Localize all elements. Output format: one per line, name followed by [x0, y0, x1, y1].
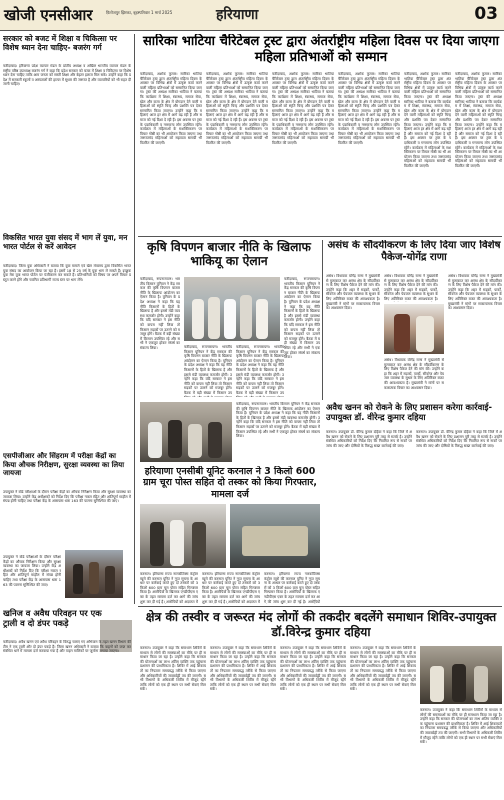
body-sarika-col4: फरीदाबाद, अशोक कुमार। सारिका भाटिया चैरिटेबल ट्रस्ट द्वारा अंतर्राष्ट्रीय महिला दिवस के अवसर पर विभिन्न क्षेत्रों में उत्कृष्ट कार्य करने वाली महिला प्रतिभाओं को सम्मानित किया जाएगा। ट्रस्ट की अध्यक्ष सारिका भाटिया ने बताया कि कार्यक्रम में शिक्षा, स्वास्थ्य, समाज सेवा, खेल और कला के क्षेत्र में योगदान देने वाली महिलाओं को स्मृति चिन्ह और प्रशस्ति पत्र देकर सम्मानित किया जाएगा। उन्होंने कहा कि महिलाएं आज हर क्षेत्र में आगे बढ़ रही हैं और समाज को नई दिशा दे रही हैं। इस अवसर पर ट्रस्ट के पदाधिकारी व गणमान्य लोग उपस्थित रहेंगे। कार्यक्रम में महिलाओं के सशक्तिकरण पर विचार गोष्ठी का भी आयोजन किया जाएगा तथा जरूरतमंद महिलाओं को सहायता सामग्री भी वितरित की जाएगी।: [338, 72, 400, 145]
body-ncb-col2: करनाल। हरियाणा राज्य नारकोटिक्स कंट्रोल ब्यूरो की करनाल यूनिट ने गुप्त सूचना के आधार पर कार्रवाई करते हुए दो तस्करों को 3 किलो 600 ग्राम चूरा पोस्त सहित गिरफ्तार किया है। आरोपियों के खिलाफ एनडीपीएस एक्ट के तहत मामला दर्ज कर आगे की जांच शुरू कर दी गई है। आरोपियों को अदालत में: [202, 572, 260, 604]
headline-vikasit-bharat: विकसित भारत युवा संसद में भाग लें युवा, मन भारत पोर्टल से करें आवेदन: [3, 233, 128, 251]
body-vikasit-bharat: फरीदाबाद। जिला युवा अधिकारी ने बताया कि युवा मामले एवं खेल मंत्रालय द्वारा विकसित भारत युवा संसद का आयोजन किया जा रहा है। इसमें 18 से 25 वर्ष के युवा भाग ले सकते हैं। इच्छुक युवा मेरा युवा भारत पोर्टल पर पंजीकरण कर सकते हैं। प्रतिभागियों को विषय पर अपने विचार प्रस्तुत करने होंगे और चयनित प्रतिभागी राज्य स्तर पर भाग लेंगे।: [3, 264, 131, 282]
headline-anganwadi: अवैध खनन को रोकने के लिए प्रशासन करेगा कार्रवाई-उपायुक्त डॉ. वीरेन्द्र कुमार दहिया: [326, 402, 492, 423]
photo-krishi: [184, 277, 280, 341]
headline-sp-office: एसपीजीआर और सिंहराम में परीक्षा केंद्रों का किया औचक निरीक्षण, सुरक्षा व्यवस्था का लिया जायजा: [3, 452, 125, 478]
body-camp-col4: करनाल। उपायुक्त ने कहा कि समाधान शिविरों के माध्यम से लोगों की समस्याओं का मौके पर ही समाधान किया जा रहा है। उन्होंने कहा कि सरकार की योजनाओं का लाभ अंतिम व्यक्ति तक पहुंचाना प्रशासन की प्राथमिकता है। शिविर में आई शिकायतों का निपटारा समयबद्ध तरीके से किया जाएगा और अधिकारियों की जवाबदेही तय की जाएगी। सभी विभागों के अधिकारी शिविर में मौजूद रहेंगे ताकि लोगों को एक ही स्थान पर सभी सेवाएं मिल सकें।: [350, 646, 416, 692]
headline-sarika-bhatia: सारिका भाटिया चैरिटेबल ट्रस्ट द्वारा अंतर्राष्ट्रीय महिला दिवस पर दिया जाएगा महिला प्रतिभाओं को सम्मान: [143, 34, 499, 65]
body-camp-col2: करनाल। उपायुक्त ने कहा कि समाधान शिविरों के माध्यम से लोगों की समस्याओं का मौके पर ही समाधान किया जा रहा है। उन्होंने कहा कि सरकार की योजनाओं का लाभ अंतिम व्यक्ति तक पहुंचाना प्रशासन की प्राथमिकता है। शिविर में आई शिकायतों का निपटारा समयबद्ध तरीके से किया जाएगा और अधिकारियों की जवाबदेही तय की जाएगी। सभी विभागों के अधिकारी शिविर में मौजूद रहेंगे ताकि लोगों को एक ही स्थान पर सभी सेवाएं मिल सकें।: [210, 646, 276, 692]
divider-2: [138, 606, 502, 607]
divider-1: [138, 236, 502, 237]
body-nursing-col1: असंध। विधायक योगेंद्र राणा ने मुख्यमंत्री से मुलाकात कर असंध क्षेत्र के सौंदर्यीकरण के लिए विशेष पैकेज देने की मांग की। उन्होंने कहा कि शहर में सड़कों, पार्कों, सीवरेज और पेयजल व्यवस्था के सुधार के लिए अतिरिक्त बजट की आवश्यकता है। मुख्यमंत्री ने मांगों पर सकारात्मक विचार का आश्वासन दिया।: [326, 274, 380, 311]
body-camp-col1: करनाल। उपायुक्त ने कहा कि समाधान शिविरों के माध्यम से लोगों की समस्याओं का मौके पर ही समाधान किया जा रहा है। उन्होंने कहा कि सरकार की योजनाओं का लाभ अंतिम व्यक्ति तक पहुंचाना प्रशासन की प्राथमिकता है। शिविर में आई शिकायतों का निपटारा समयबद्ध तरीके से किया जाएगा और अधिकारियों की जवाबदेही तय की जाएगी। सभी विभागों के अधिकारी शिविर में मौजूद रहेंगे ताकि लोगों को एक ही स्थान पर सभी सेवाएं मिल सकें।: [140, 646, 206, 692]
body-ncb-col1: करनाल। हरियाणा राज्य नारकोटिक्स कंट्रोल ब्यूरो की करनाल यूनिट ने गुप्त सूचना के आधार पर कार्रवाई करते हुए दो तस्करों को 3 किलो 600 ग्राम चूरा पोस्त सहित गिरफ्तार किया है। आरोपियों के खिलाफ एनडीपीएस एक्ट के तहत मामला दर्ज कर आगे की जांच शुरू कर दी गई है। आरोपियों को अदालत में: [140, 572, 198, 604]
body-nursing-col2: असंध। विधायक योगेंद्र राणा ने मुख्यमंत्री से मुलाकात कर असंध क्षेत्र के सौंदर्यीकरण के लिए विशेष पैकेज देने की मांग की। उन्होंने कहा कि शहर में सड़कों, पार्कों, सीवरेज और पेयजल व्यवस्था के सुधार के लिए अतिरिक्त बजट की आवश्यकता है।: [384, 274, 438, 301]
page-number: 03: [474, 4, 498, 24]
body-sarika-col2: फरीदाबाद, अशोक कुमार। सारिका भाटिया चैरिटेबल ट्रस्ट द्वारा अंतर्राष्ट्रीय महिला दिवस के अवसर पर विभिन्न क्षेत्रों में उत्कृष्ट कार्य करने वाली महिला प्रतिभाओं को सम्मानित किया जाएगा। ट्रस्ट की अध्यक्ष सारिका भाटिया ने बताया कि कार्यक्रम में शिक्षा, स्वास्थ्य, समाज सेवा, खेल और कला के क्षेत्र में योगदान देने वाली महिलाओं को स्मृति चिन्ह और प्रशस्ति पत्र देकर सम्मानित किया जाएगा। उन्होंने कहा कि महिलाएं आज हर क्षेत्र में आगे बढ़ रही हैं और समाज को नई दिशा दे रही हैं। इस अवसर पर ट्रस्ट के पदाधिकारी व गणमान्य लोग उपस्थित रहेंगे। कार्यक्रम में महिलाओं के सशक्तिकरण पर विचार गोष्ठी का भी आयोजन किया जाएगा तथा जरूरतमंद महिलाओं को सहायता सामग्री भी वितरित की जाएगी।: [206, 72, 268, 145]
headline-krishi: कृषि विपणन बाजार नीति के खिलाफ भाकियू का ऐलान: [147, 240, 311, 269]
body-krishi-col4: फरीदाबाद, रूपनारायण। भारतीय किसान यूनियन ने केंद्र सरकार की कृषि विपणन बाजार नीति के खिलाफ आंदोलन का ऐलान किया है। यूनियन के प्रदेश अध्यक्ष ने कहा कि यह नीति किसानों के हितों के खिलाफ है और इससे मंडी व्यवस्था कमजोर होगी। उन्होंने कहा कि यदि सरकार ने इस नीति को वापस नहीं लिया तो किसान सड़कों पर उतरने को मजबूर होंगे। बैठक में बड़ी संख्या में किसान उपस्थित रहे और सभी ने एकजुट होकर संघर्ष का संकल्प लिया।: [284, 277, 320, 360]
body-sp-office-cont: उपायुक्त ने बोर्ड परीक्षाओं के दौरान परीक्षा केंद्रों का औचक निरीक्षण किया और सुरक्षा व्यवस्था का जायजा लिया। उन्होंने केंद्र अधीक्षकों को निर्देश दिए कि परीक्षा नकल रहित और शांतिपूर्ण माहौल में संपन्न होनी चाहिए तथा परीक्षा केंद्र के आसपास धारा 163 की पालना सुनिश्चित की जाए।: [3, 555, 61, 587]
body-mining-truck: फरीदाबाद। अवैध खनन एवं अवैध परिवहन के विरुद्ध चलाए गए अभियान के तहत खनन विभाग की टीम ने एक ट्राली और दो डंपर पकड़े हैं। जिला खनन अधिकारी ने बताया कि वाहनों को जब्त कर संबंधित थाने में मामला दर्ज करवाया गया है और वाहन मालिकों पर जुर्माना लगाया जाएगा।: [3, 640, 131, 654]
body-sarika-col5: फरीदाबाद, अशोक कुमार। सारिका भाटिया चैरिटेबल ट्रस्ट द्वारा अंतर्राष्ट्रीय महिला दिवस के अवसर पर विभिन्न क्षेत्रों में उत्कृष्ट कार्य करने वाली महिला प्रतिभाओं को सम्मानित किया जाएगा। ट्रस्ट की अध्यक्ष सारिका भाटिया ने बताया कि कार्यक्रम में शिक्षा, स्वास्थ्य, समाज सेवा, खेल और कला के क्षेत्र में योगदान देने वाली महिलाओं को स्मृति चिन्ह और प्रशस्ति पत्र देकर सम्मानित किया जाएगा। उन्होंने कहा कि महिलाएं आज हर क्षेत्र में आगे बढ़ रही हैं और समाज को नई दिशा दे रही हैं। इस अवसर पर ट्रस्ट के पदाधिकारी व गणमान्य लोग उपस्थित रहेंगे। कार्यक्रम में महिलाओं के सशक्तिकरण पर विचार गोष्ठी का भी आयोजन किया जाएगा तथा जरूरतमंद महिलाओं को सहायता सामग्री भी वितरित की जाएगी।: [404, 72, 451, 168]
photo-meeting: [140, 402, 232, 462]
column-rule-2: [322, 240, 323, 400]
headline-ncb-arrest: हरियाणा एनसीबी यूनिट करनाल ने 3 किलो 600 ग्राम चूरा पोस्त सहित दो तस्कर को किया गिरफ्तार, मामला दर्ज: [143, 466, 317, 500]
body-sarika-col3: फरीदाबाद, अशोक कुमार। सारिका भाटिया चैरिटेबल ट्रस्ट द्वारा अंतर्राष्ट्रीय महिला दिवस के अवसर पर विभिन्न क्षेत्रों में उत्कृष्ट कार्य करने वाली महिला प्रतिभाओं को सम्मानित किया जाएगा। ट्रस्ट की अध्यक्ष सारिका भाटिया ने बताया कि कार्यक्रम में शिक्षा, स्वास्थ्य, समाज सेवा, खेल और कला के क्षेत्र में योगदान देने वाली महिलाओं को स्मृति चिन्ह और प्रशस्ति पत्र देकर सम्मानित किया जाएगा। उन्होंने कहा कि महिलाएं आज हर क्षेत्र में आगे बढ़ रही हैं और समाज को नई दिशा दे रही हैं। इस अवसर पर ट्रस्ट के पदाधिकारी व गणमान्य लोग उपस्थित रहेंगे। कार्यक्रम में महिलाओं के सशक्तिकरण पर विचार गोष्ठी का भी आयोजन किया जाएगा तथा जरूरतमंद महिलाओं को सहायता सामग्री भी वितरित की जाएगी।: [272, 72, 334, 145]
body-sp-office: उपायुक्त ने बोर्ड परीक्षाओं के दौरान परीक्षा केंद्रों का औचक निरीक्षण किया और सुरक्षा व्यवस्था का जायजा लिया। उन्होंने केंद्र अधीक्षकों को निर्देश दिए कि परीक्षा नकल रहित और शांतिपूर्ण माहौल में संपन्न होनी चाहिए तथा परीक्षा केंद्र के आसपास धारा 163 की पालना सुनिश्चित की जाए।: [3, 490, 131, 504]
headline-camp: क्षेत्र की तस्वीर व जरूरत मंद लोगों की तकदीर बदलेंगे समाधान शिविर-उपायुक्त डॉ.विरेन्द्र कुमार दहिया: [145, 610, 497, 639]
body-gov-budget: फरीदाबाद। हरियाणा प्रदेश व्यापार मंडल के प्रांतीय अध्यक्ष व अखिल भारतीय व्यापार मंडल के राष्ट्रीय वरिष्ठ उपाध्यक्ष बजरंग गर्ग ने कहा कि प्रदेश सरकार को बजट में शिक्षा व चिकित्सा पर विशेष ध्यान देना चाहिए ताकि आम जनता को सस्ती शिक्षा और बेहतर इलाज मिल सके। उन्होंने कहा कि प्रदेश में सरकारी स्कूलों व अस्पतालों की हालत में सुधार की जरूरत है और व्यापारियों को भी राहत दी जानी चाहिए।: [3, 64, 131, 87]
masthead-name: खोजी एनसीआर: [4, 6, 93, 24]
photo-sp-office: [65, 550, 123, 598]
body-krishi-col1: फरीदाबाद, रूपनारायण। भारतीय किसान यूनियन ने केंद्र सरकार की कृषि विपणन बाजार नीति के खिलाफ आंदोलन का ऐलान किया है। यूनियन के प्रदेश अध्यक्ष ने कहा कि यह नीति किसानों के हितों के खिलाफ है और इससे मंडी व्यवस्था कमजोर होगी। उन्होंने कहा कि यदि सरकार ने इस नीति को वापस नहीं लिया तो किसान सड़कों पर उतरने को मजबूर होंगे। बैठक में बड़ी संख्या में किसान उपस्थित रहे और सभी ने एकजुट होकर संघर्ष का संकल्प लिया।: [140, 277, 180, 350]
body-anganwadi-col1: करनाल। उपायुक्त डॉ. वीरेन्द्र कुमार दहिया ने कहा कि जिले में अवैध खनन को रोकने के लिए प्रशासन पूरी तरह से सतर्क है। उन्होंने संबंधित अधिकारियों को निर्देश दिए कि नियमित रूप से नाकों पर जांच की जाए और दोषियों के विरुद्ध सख्त कार्रवाई की जाए।: [326, 430, 412, 448]
body-anganwadi-col2: करनाल। उपायुक्त डॉ. वीरेन्द्र कुमार दहिया ने कहा कि जिले में अवैध खनन को रोकने के लिए प्रशासन पूरी तरह से सतर्क है। उन्होंने संबंधित अधिकारियों को निर्देश दिए कि नियमित रूप से नाकों पर जांच की जाए और दोषियों के विरुद्ध सख्त कार्रवाई की जाए।: [416, 430, 502, 448]
body-sarika-col1: फरीदाबाद, अशोक कुमार। सारिका भाटिया चैरिटेबल ट्रस्ट द्वारा अंतर्राष्ट्रीय महिला दिवस के अवसर पर विभिन्न क्षेत्रों में उत्कृष्ट कार्य करने वाली महिला प्रतिभाओं को सम्मानित किया जाएगा। ट्रस्ट की अध्यक्ष सारिका भाटिया ने बताया कि कार्यक्रम में शिक्षा, स्वास्थ्य, समाज सेवा, खेल और कला के क्षेत्र में योगदान देने वाली महिलाओं को स्मृति चिन्ह और प्रशस्ति पत्र देकर सम्मानित किया जाएगा। उन्होंने कहा कि महिलाएं आज हर क्षेत्र में आगे बढ़ रही हैं और समाज को नई दिशा दे रही हैं। इस अवसर पर ट्रस्ट के पदाधिकारी व गणमान्य लोग उपस्थित रहेंगे। कार्यक्रम में महिलाओं के सशक्तिकरण पर विचार गोष्ठी का भी आयोजन किया जाएगा तथा जरूरतमंद महिलाओं को सहायता सामग्री भी वितरित की जाएगी।: [140, 72, 202, 145]
body-camp-col5: करनाल। उपायुक्त ने कहा कि समाधान शिविरों के माध्यम से लोगों की समस्याओं का मौके पर ही समाधान किया जा रहा है। उन्होंने कहा कि सरकार की योजनाओं का लाभ अंतिम व्यक्ति तक पहुंचाना प्रशासन की प्राथमिकता है। शिविर में आई शिकायतों का निपटारा समयबद्ध तरीके से किया जाएगा और अधिकारियों की जवाबदेही तय की जाएगी। सभी विभागों के अधिकारी शिविर में मौजूद रहेंगे ताकि लोगों को एक ही स्थान पर सभी सेवाएं मिल सकें।: [420, 708, 502, 745]
body-nursing-col4: असंध। विधायक योगेंद्र राणा ने मुख्यमंत्री से मुलाकात कर असंध क्षेत्र के सौंदर्यीकरण के लिए विशेष पैकेज देने की मांग की। उन्होंने कहा कि शहर में सड़कों, पार्कों, सीवरेज और पेयजल व्यवस्था के सुधार के लिए अतिरिक्त बजट की आवश्यकता है। मुख्यमंत्री ने मांगों पर सकारात्मक विचार का आश्वासन दिया।: [384, 358, 444, 390]
photo-ncb-seized: [230, 504, 320, 568]
masthead-dateline: फ़िरोजपुर झिरका, बृहस्पतिवार 1 मार्च 2025: [106, 10, 173, 15]
headline-nursing: असंध के सौंदर्यीकरण के लिए दिया जाए विशेष पैकेज-योगेंद्र राणा: [327, 240, 501, 264]
body-meeting-side: फरीदाबाद, रूपनारायण। भारतीय किसान यूनियन ने केंद्र सरकार की कृषि विपणन बाजार नीति के खिलाफ आंदोलन का ऐलान किया है। यूनियन के प्रदेश अध्यक्ष ने कहा कि यह नीति किसानों के हितों के खिलाफ है और इससे मंडी व्यवस्था कमजोर होगी। उन्होंने कहा कि यदि सरकार ने इस नीति को वापस नहीं लिया तो किसान सड़कों पर उतरने को मजबूर होंगे। बैठक में बड़ी संख्या में किसान उपस्थित रहे और सभी ने एकजुट होकर संघर्ष का संकल्प लिया।: [236, 402, 320, 439]
body-krishi-col3: फरीदाबाद, रूपनारायण। भारतीय किसान यूनियन ने केंद्र सरकार की कृषि विपणन बाजार नीति के खिलाफ आंदोलन का ऐलान किया है। यूनियन के प्रदेश अध्यक्ष ने कहा कि यह नीति किसानों के हितों के खिलाफ है और इससे मंडी व्यवस्था कमजोर होगी। उन्होंने कहा कि यदि सरकार ने इस नीति को वापस नहीं लिया तो किसान सड़कों पर उतरने को मजबूर होंगे। बैठक में बड़ी संख्या में किसान उप: [236, 345, 284, 395]
headline-mining-truck: खनिज व अवैध परिवहन पर एक ट्राली व दो डंपर पकड़े: [3, 608, 102, 628]
body-camp-col3: करनाल। उपायुक्त ने कहा कि समाधान शिविरों के माध्यम से लोगों की समस्याओं का मौके पर ही समाधान किया जा रहा है। उन्होंने कहा कि सरकार की योजनाओं का लाभ अंतिम व्यक्ति तक पहुंचाना प्रशासन की प्राथमिकता है। शिविर में आई शिकायतों का निपटारा समयबद्ध तरीके से किया जाएगा और अधिकारियों की जवाबदेही तय की जाएगी। सभी विभागों के अधिकारी शिविर में मौजूद रहेंगे ताकि लोगों को एक ही स्थान पर सभी सेवाएं मिल सकें।: [280, 646, 346, 692]
body-ncb-col3: करनाल। हरियाणा राज्य नारकोटिक्स कंट्रोल ब्यूरो की करनाल यूनिट ने गुप्त सूचना के आधार पर कार्रवाई करते हुए दो तस्करों को 3 किलो 600 ग्राम चूरा पोस्त सहित गिरफ्तार किया है। आरोपियों के खिलाफ एनडीपीएस एक्ट के तहत मामला दर्ज कर आगे की जांच शुरू कर दी गई है। आरोपियों: [264, 572, 320, 604]
headline-gov-budget: सरकार को बजट में शिक्षा व चिकित्सा पर विशेष ध्यान देना चाहिए- बजरंग गर्ग: [3, 34, 117, 52]
masthead: [0, 0, 504, 31]
photo-nursing: [384, 304, 444, 354]
column-rule: [134, 34, 135, 604]
body-sarika-col6: फरीदाबाद, अशोक कुमार। सारिका भाटिया चैरिटेबल ट्रस्ट द्वारा अंतर्राष्ट्रीय महिला दिवस के अवसर पर विभिन्न क्षेत्रों में उत्कृष्ट कार्य करने वाली महिला प्रतिभाओं को सम्मानित किया जाएगा। ट्रस्ट की अध्यक्ष सारिका भाटिया ने बताया कि कार्यक्रम में शिक्षा, स्वास्थ्य, समाज सेवा, खेल और कला के क्षेत्र में योगदान देने वाली महिलाओं को स्मृति चिन्ह और प्रशस्ति पत्र देकर सम्मानित किया जाएगा। उन्होंने कहा कि महिलाएं आज हर क्षेत्र में आगे बढ़ रही हैं और समाज को नई दिशा दे रही हैं। इस अवसर पर ट्रस्ट के पदाधिकारी व गणमान्य लोग उपस्थित रहेंगे। कार्यक्रम में महिलाओं के सशक्तिकरण पर विचार गोष्ठी का भी आयोजन किया जाएगा तथा जरूरतमंद महिलाओं को सहायता सामग्री भी वितरित की जाएगी।: [455, 72, 502, 168]
photo-ncb-officers: [140, 504, 226, 568]
masthead-section: हरियाणा: [216, 7, 259, 23]
photo-camp: [420, 646, 502, 704]
body-nursing-col3: असंध। विधायक योगेंद्र राणा ने मुख्यमंत्री से मुलाकात कर असंध क्षेत्र के सौंदर्यीकरण के लिए विशेष पैकेज देने की मांग की। उन्होंने कहा कि शहर में सड़कों, पार्कों, सीवरेज और पेयजल व्यवस्था के सुधार के लिए अतिरिक्त बजट की आवश्यकता है। मुख्यमंत्री ने मांगों पर सकारात्मक विचार का आश्वासन दिया।: [448, 274, 502, 311]
body-krishi-col2: फरीदाबाद, रूपनारायण। भारतीय किसान यूनियन ने केंद्र सरकार की कृषि विपणन बाजार नीति के खिलाफ आंदोलन का ऐलान किया है। यूनियन के प्रदेश अध्यक्ष ने कहा कि यह नीति किसानों के हितों के खिलाफ है और इससे मंडी व्यवस्था कमजोर होगी। उन्होंने कहा कि यदि सरकार ने इस नीति को वापस नहीं लिया तो किसान सड़कों पर उतरने को मजबूर होंगे। बैठक में बड़ी संख्या में किसान उप: [184, 345, 232, 395]
